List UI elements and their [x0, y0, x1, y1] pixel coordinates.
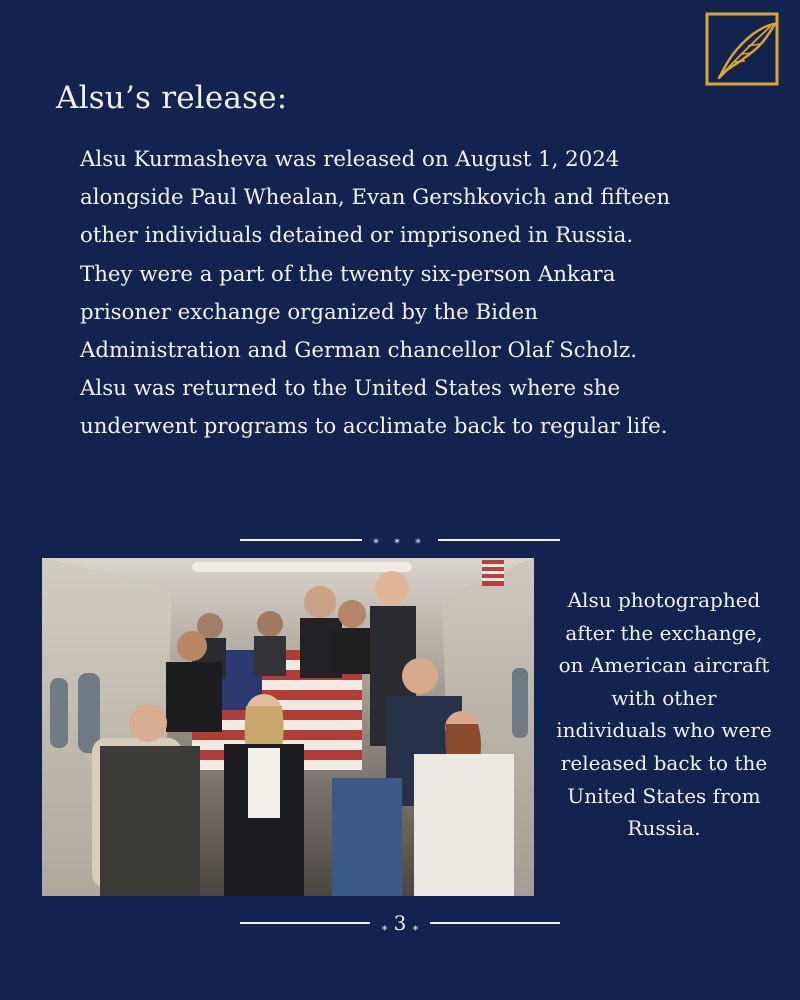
- page-title: Alsu’s release:: [56, 80, 288, 116]
- page-number: 3: [393, 911, 407, 935]
- ornament-divider: [240, 530, 560, 550]
- page-number-dot-right: ⁎: [412, 920, 419, 933]
- divider-dots: ⁎ ⁎ ⁎: [373, 533, 427, 546]
- body-paragraph: Alsu Kurmasheva was released on August 1, 2024 alongside Paul Whealan, Evan Gershkovich and fifteen other individuals detained or imprisoned in Russia. They were a part of the twenty six-person Ankara prisoner exchange organized by the Biden Administration and German chancellor Olaf Scholz. Alsu was returned to the United States where she underwent programs to acclimate back to regular life.: [80, 147, 671, 440]
- group-photo: [42, 558, 534, 896]
- page-number-dot-left: ⁎: [381, 920, 388, 933]
- photo-caption: Alsu photographed after the exchange, on American aircraft with other individuals who were released back to the United States from Russia.: [556, 588, 772, 841]
- page-number-row: [240, 913, 560, 937]
- quill-feather-icon: [705, 12, 779, 86]
- page-number-divider: [240, 913, 560, 933]
- divider-line-right: [438, 539, 560, 541]
